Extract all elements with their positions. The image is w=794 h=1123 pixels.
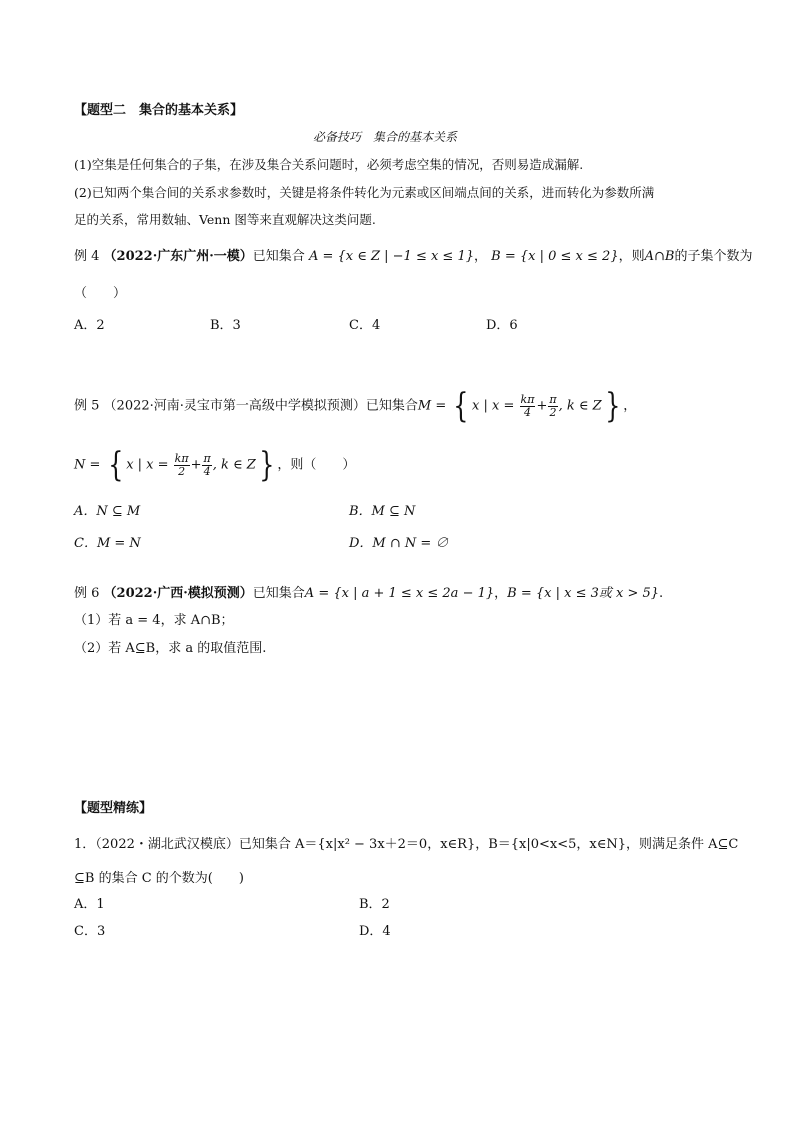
intersection-expr: A∩B (644, 249, 675, 264)
example-label: 例 6 (74, 586, 100, 601)
option-c: C．4 (349, 318, 381, 333)
option-a: A．1 (74, 897, 105, 912)
option-b: B．2 (359, 897, 390, 912)
example-4-line: 例 4 （2022·广东广州·一模）已知集合 A = {x ∈ Z | −1 ≤ x ≤ 1}， B = {x | 0 ≤ x ≤ 2}，则A∩B的子集个数为 (74, 249, 753, 264)
example-5-line-2: N = { x | x = $\frac{k\pi}{2}$ + $\frac{\pi}{4}$ , k ∈ Z} ，则（ ） (74, 445, 356, 485)
example-label: 例 4 (74, 249, 100, 264)
answer-paren: （ ） (74, 286, 127, 301)
example-text: 已知集合 (252, 249, 305, 264)
option-a: A．N ⊆ M (74, 504, 141, 519)
set-b: B = {x | x ≤ 3或 x > 5} (507, 586, 660, 601)
skill-line-2: (2)已知两个集合间的关系求参数时，关键是将条件转化为元素或区间端点间的关系，进而转化为参数所满 (74, 185, 655, 200)
option-b: B．M ⊆ N (349, 504, 416, 519)
fraction: $\frac{\pi}{4}$ (203, 451, 211, 478)
fraction: $\frac{\pi}{2}$ (549, 392, 557, 419)
right-brace: } (604, 386, 621, 426)
fraction: $\frac{k\pi}{2}$ (174, 451, 189, 478)
skill-heading: 必备技巧 集合的基本关系 (313, 130, 458, 144)
problem-1-line-2: ⊆B 的集合 C 的个数为( ) (74, 871, 244, 886)
option-b: B．3 (210, 318, 241, 333)
question-1: （1）若 a = 4，求 A∩B； (74, 613, 234, 628)
set-n-prefix: N = (74, 457, 101, 473)
set-b: B = {x | 0 ≤ x ≤ 2} (491, 249, 619, 264)
skill-line-3: 足的关系，常用数轴、Venn 图等来直观解决这类问题. (74, 212, 376, 227)
practice-title: 【题型精练】 (74, 801, 153, 816)
example-6-line: 例 6 （2022·广西·模拟预测）已知集合A = {x | a + 1 ≤ x ≤ 2a − 1}，B = {x | x ≤ 3或 x > 5}. (74, 586, 664, 601)
option-c: C．M = N (74, 536, 141, 551)
left-brace: { (107, 445, 123, 485)
skill-line-1: (1)空集是任何集合的子集，在涉及集合关系问题时，必须考虑空集的情况，否则易造成漏解. (74, 157, 584, 172)
problem-1-line-1: 1．（2022・湖北武汉模底）已知集合 A＝{x|x² − 3x＋2＝0，x∈R}，B＝{x|0<x<5，x∈N}，则满足条件 A⊆C (74, 837, 739, 852)
set-m-prefix: M = (417, 398, 447, 414)
example-source: （2022·河南·灵宝市第一高级中学模拟预测） (103, 398, 366, 414)
question-2: （2）若 A⊆B，求 a 的取值范围. (74, 641, 267, 656)
right-brace: } (259, 445, 275, 485)
left-brace: { (453, 386, 469, 426)
section-title: 【题型二 集合的基本关系】 (74, 103, 244, 118)
option-d: D．4 (359, 924, 391, 939)
example-label: 例 5 (74, 398, 100, 414)
fraction: $\frac{k\pi}{4}$ (520, 392, 535, 419)
example-source: （2022·广东广州·一模） (103, 249, 253, 264)
set-a: A = {x | a + 1 ≤ x ≤ 2a − 1} (304, 586, 495, 601)
option-a: A．2 (74, 318, 105, 333)
option-c: C．3 (74, 924, 106, 939)
example-source: （2022·广西·模拟预测） (103, 586, 253, 601)
example-5-line-1: 例 5 （2022·河南·灵宝市第一高级中学模拟预测）已知集合M = { x | x = $\frac{k\pi}{4}$ + $\frac{\pi}{2}$ , k ∈ Z} ， (74, 386, 637, 426)
option-d: D．M ∩ N = ∅ (349, 536, 449, 551)
option-d: D．6 (486, 318, 518, 333)
set-a: A = {x ∈ Z | −1 ≤ x ≤ 1} (308, 249, 475, 264)
